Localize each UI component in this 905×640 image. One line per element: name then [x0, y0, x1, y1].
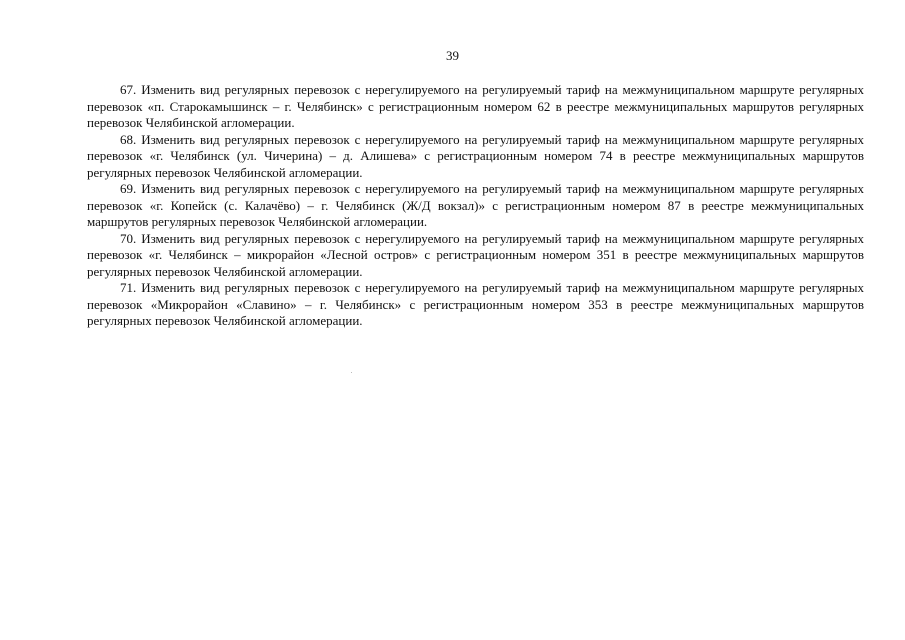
page-number: 39	[446, 48, 459, 63]
paragraph-text: Изменить вид регулярных перевозок с нерегулируемого на регулируемый тариф на межмуниципальном маршруте регулярных перевозок «п. Старокамышинск – г. Челябинск» с регистрационным номером 62 в реестре межмуниципальных маршрутов регулярных перевозок Челябинской агломерации.	[87, 82, 864, 130]
paragraph-text: Изменить вид регулярных перевозок с нерегулируемого на регулируемый тариф на межмуниципальном маршруте регулярных перевозок «г. Челябинск – микрорайон «Лесной остров» с регистрационным номером 351 в реестре межмуниципальных маршрутов регулярных перевозок Челябинской агломерации.	[87, 230, 864, 279]
paragraph-71	[87, 280, 864, 330]
paragraph-number: 67.	[120, 82, 137, 97]
paragraph-number: 68.	[120, 131, 137, 147]
paragraph-70	[87, 231, 864, 281]
scan-speck	[351, 372, 352, 373]
paragraph-text: Изменить вид регулярных перевозок с нерегулируемого на регулируемый тариф на межмуниципальном маршруте регулярных перевозок «г. Копейск (с. Калачёво) – г. Челябинск (Ж/Д вокзал)» с регистрационным номером 87 в реестре межмуниципальных маршрутов регулярных перевозок Челябинской агломерации.	[87, 181, 864, 229]
paragraph-69	[87, 181, 864, 231]
paragraph-text: Изменить вид регулярных перевозок с нерегулируемого на регулируемый тариф на межмуниципальном маршруте регулярных перевозок «г. Челябинск (ул. Чичерина) – д. Алишева» с регистрационным номером 74 в реестре межмуниципальных маршрутов регулярных перевозок Челябинской агломерации.	[87, 131, 864, 180]
paragraph-number: 70.	[120, 230, 137, 246]
paragraph-number: 71.	[120, 280, 137, 295]
paragraph-number: 69.	[120, 181, 137, 196]
document-body	[87, 82, 864, 330]
paragraph-68	[87, 132, 864, 182]
paragraph-67	[87, 82, 864, 132]
paragraph-text: Изменить вид регулярных перевозок с нерегулируемого на регулируемый тариф на межмуниципальном маршруте регулярных перевозок «Микрорайон «Славино» – г. Челябинск» с регистрационным номером 353 в реестре межмуниципальных маршрутов регулярных перевозок Челябинской агломерации.	[87, 280, 864, 328]
